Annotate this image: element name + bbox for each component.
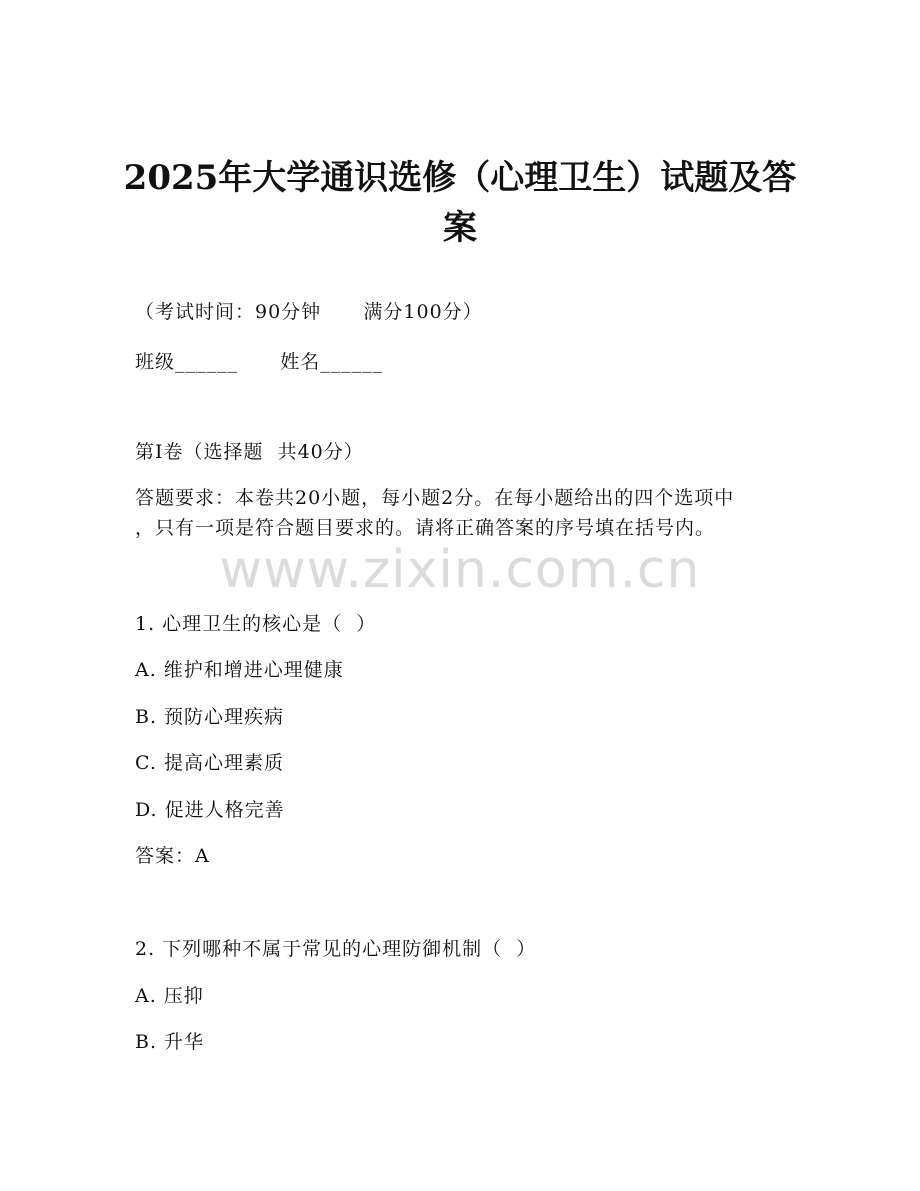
question-1-option-b: B. 预防心理疾病 — [135, 706, 285, 728]
question-1-stem: 1. 心理卫生的核心是（ ） — [135, 613, 377, 635]
section-heading: 第I卷（选择题 共40分） — [135, 441, 364, 463]
instructions-line-1: 答题要求：本卷共20小题，每小题2分。在每小题给出的四个选项中 — [135, 487, 735, 509]
exam-info: （考试时间：90分钟 满分100分） — [135, 301, 483, 323]
question-1-option-c: C. 提高心理素质 — [135, 752, 284, 774]
question-1-option-d: D. 促进人格完善 — [135, 799, 285, 821]
question-1-option-a: A. 维护和增进心理健康 — [135, 659, 344, 681]
class-name-fields: 班级______ 姓名______ — [135, 351, 384, 373]
document-title-line-1: 2025年大学通识选修（心理卫生）试题及答 — [123, 158, 797, 198]
instructions-line-2: ，只有一项是符合题目要求的。请将正确答案的序号填在括号内。 — [135, 517, 716, 539]
question-1-answer: 答案：A — [135, 845, 210, 867]
question-2-option-b: B. 升华 — [135, 1031, 205, 1053]
document-title-line-2: 案 — [443, 208, 477, 248]
question-2-option-a: A. 压抑 — [135, 985, 204, 1007]
watermark: www.zixin.com.cn — [219, 540, 701, 600]
question-2-stem: 2. 下列哪种不属于常见的心理防御机制（ ） — [135, 938, 537, 960]
